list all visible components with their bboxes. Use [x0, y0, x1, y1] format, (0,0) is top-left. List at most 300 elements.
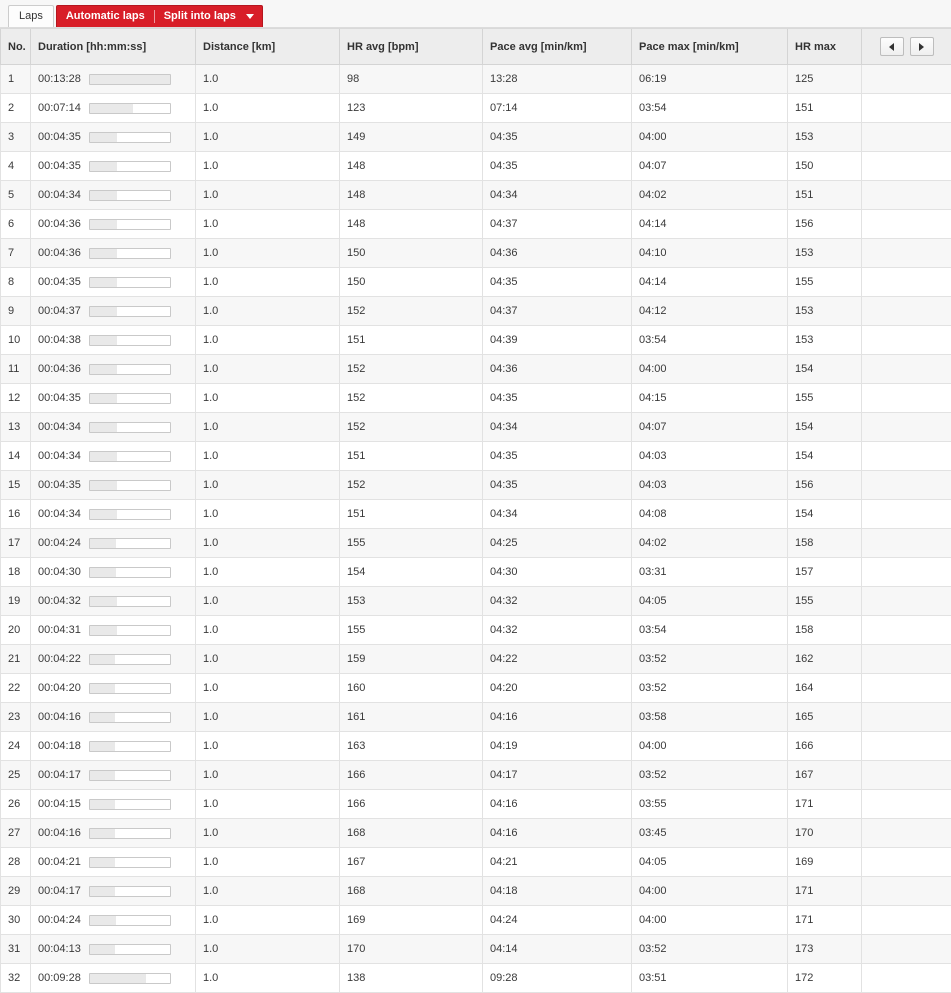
cell-spacer [862, 297, 951, 326]
duration-value: 00:04:35 [38, 392, 81, 404]
cell-hr-avg: 152 [340, 297, 483, 326]
cell-hr-avg: 148 [340, 181, 483, 210]
cell-distance: 1.0 [196, 877, 340, 906]
cell-hr-avg: 152 [340, 384, 483, 413]
cell-duration [31, 384, 196, 413]
cell-pace-max: 04:14 [632, 268, 788, 297]
cell-pace-avg: 09:28 [483, 964, 632, 993]
header-hr-max[interactable]: HR max [788, 29, 862, 65]
cell-distance: 1.0 [196, 123, 340, 152]
duration-cell-content [38, 885, 188, 897]
cell-no: 23 [1, 703, 31, 732]
cell-spacer [862, 674, 951, 703]
cell-distance: 1.0 [196, 645, 340, 674]
table-row[interactable] [1, 239, 951, 268]
table-row[interactable] [1, 65, 951, 94]
duration-cell-content [38, 653, 188, 665]
duration-value: 00:04:36 [38, 218, 81, 230]
duration-cell-content [38, 566, 188, 578]
duration-cell-content [38, 769, 188, 781]
duration-bar-fill [90, 336, 117, 345]
cell-distance: 1.0 [196, 935, 340, 964]
duration-cell-content [38, 450, 188, 462]
duration-bar-fill [90, 626, 117, 635]
duration-value: 00:04:38 [38, 334, 81, 346]
cell-spacer [862, 442, 951, 471]
table-row[interactable] [1, 181, 951, 210]
cell-hr-avg: 159 [340, 645, 483, 674]
duration-bar [89, 219, 171, 230]
next-columns-button[interactable] [910, 37, 934, 56]
cell-no: 29 [1, 877, 31, 906]
duration-cell-content [38, 682, 188, 694]
duration-bar [89, 741, 171, 752]
cell-hr-avg: 151 [340, 326, 483, 355]
table-row[interactable] [1, 529, 951, 558]
cell-pace-avg: 04:19 [483, 732, 632, 761]
duration-bar-fill [90, 771, 116, 780]
duration-value: 00:04:37 [38, 305, 81, 317]
cell-hr-max: 153 [788, 123, 862, 152]
cell-pace-avg: 04:35 [483, 123, 632, 152]
cell-hr-avg: 169 [340, 906, 483, 935]
duration-cell-content [38, 421, 188, 433]
cell-spacer [862, 906, 951, 935]
duration-value: 00:04:22 [38, 653, 81, 665]
duration-value: 00:04:18 [38, 740, 81, 752]
cell-no: 9 [1, 297, 31, 326]
duration-cell-content [38, 334, 188, 346]
cell-duration [31, 442, 196, 471]
cell-duration [31, 500, 196, 529]
cell-hr-avg: 168 [340, 877, 483, 906]
cell-duration [31, 297, 196, 326]
table-row[interactable] [1, 326, 951, 355]
duration-bar [89, 103, 171, 114]
chevron-down-icon[interactable] [246, 14, 254, 19]
duration-cell-content [38, 856, 188, 868]
cell-pace-avg: 04:34 [483, 500, 632, 529]
cell-hr-avg: 163 [340, 732, 483, 761]
laps-table [0, 29, 951, 993]
cell-pace-avg: 04:16 [483, 703, 632, 732]
cell-duration [31, 529, 196, 558]
cell-no: 11 [1, 355, 31, 384]
duration-bar [89, 654, 171, 665]
duration-bar [89, 857, 171, 868]
duration-value: 00:04:16 [38, 711, 81, 723]
cell-hr-max: 153 [788, 326, 862, 355]
cell-no: 32 [1, 964, 31, 993]
cell-pace-max: 03:54 [632, 616, 788, 645]
cell-hr-max: 154 [788, 442, 862, 471]
duration-cell-content [38, 363, 188, 375]
cell-pace-max: 03:55 [632, 790, 788, 819]
cell-hr-avg: 151 [340, 500, 483, 529]
duration-bar-fill [90, 916, 116, 925]
cell-duration [31, 848, 196, 877]
table-row[interactable] [1, 877, 951, 906]
cell-duration [31, 819, 196, 848]
duration-value: 00:04:36 [38, 363, 81, 375]
duration-value: 00:04:17 [38, 885, 81, 897]
duration-bar [89, 451, 171, 462]
cell-spacer [862, 703, 951, 732]
cell-duration [31, 268, 196, 297]
cell-no: 24 [1, 732, 31, 761]
duration-bar-fill [90, 568, 116, 577]
cell-no: 12 [1, 384, 31, 413]
duration-bar-fill [90, 220, 117, 229]
cell-no: 1 [1, 65, 31, 94]
table-row[interactable] [1, 964, 951, 993]
triangle-right-icon [919, 43, 924, 51]
cell-pace-max: 03:58 [632, 703, 788, 732]
duration-bar [89, 422, 171, 433]
cell-pace-avg: 04:22 [483, 645, 632, 674]
duration-bar [89, 625, 171, 636]
cell-duration [31, 935, 196, 964]
duration-cell-content [38, 73, 188, 85]
cell-distance: 1.0 [196, 732, 340, 761]
cell-no: 19 [1, 587, 31, 616]
duration-cell-content [38, 102, 188, 114]
cell-hr-max: 154 [788, 355, 862, 384]
duration-cell-content [38, 914, 188, 926]
cell-hr-avg: 151 [340, 442, 483, 471]
cell-hr-max: 164 [788, 674, 862, 703]
table-row[interactable] [1, 442, 951, 471]
duration-value: 00:04:35 [38, 276, 81, 288]
cell-distance: 1.0 [196, 761, 340, 790]
cell-hr-avg: 149 [340, 123, 483, 152]
duration-bar-fill [90, 191, 117, 200]
duration-cell-content [38, 131, 188, 143]
cell-spacer [862, 471, 951, 500]
duration-bar-fill [90, 278, 117, 287]
cell-pace-avg: 04:16 [483, 819, 632, 848]
cell-duration [31, 964, 196, 993]
duration-value: 00:04:17 [38, 769, 81, 781]
cell-hr-max: 154 [788, 413, 862, 442]
cell-hr-avg: 155 [340, 529, 483, 558]
cell-distance: 1.0 [196, 500, 340, 529]
header-nav [862, 29, 951, 65]
duration-value: 00:04:21 [38, 856, 81, 868]
cell-pace-avg: 07:14 [483, 94, 632, 123]
duration-value: 00:04:34 [38, 189, 81, 201]
cell-pace-max: 04:10 [632, 239, 788, 268]
cell-duration [31, 355, 196, 384]
cell-pace-avg: 04:20 [483, 674, 632, 703]
cell-distance: 1.0 [196, 65, 340, 94]
cell-spacer [862, 848, 951, 877]
cell-hr-avg: 170 [340, 935, 483, 964]
cell-spacer [862, 645, 951, 674]
table-row[interactable] [1, 94, 951, 123]
cell-pace-avg: 04:35 [483, 442, 632, 471]
header-row [1, 29, 951, 65]
duration-value: 00:04:34 [38, 450, 81, 462]
duration-bar [89, 915, 171, 926]
cell-duration [31, 616, 196, 645]
triangle-left-icon [889, 43, 894, 51]
duration-value: 00:04:20 [38, 682, 81, 694]
duration-bar [89, 190, 171, 201]
table-row[interactable] [1, 790, 951, 819]
cell-distance: 1.0 [196, 529, 340, 558]
cell-duration [31, 94, 196, 123]
cell-pace-avg: 04:35 [483, 471, 632, 500]
cell-spacer [862, 761, 951, 790]
cell-pace-avg: 13:28 [483, 65, 632, 94]
table-row[interactable] [1, 761, 951, 790]
cell-no: 5 [1, 181, 31, 210]
duration-bar [89, 335, 171, 346]
cell-spacer [862, 529, 951, 558]
cell-duration [31, 703, 196, 732]
cell-hr-max: 154 [788, 500, 862, 529]
cell-hr-max: 156 [788, 471, 862, 500]
duration-cell-content [38, 160, 188, 172]
header-distance[interactable]: Distance [km] [196, 29, 340, 65]
cell-spacer [862, 326, 951, 355]
cell-hr-max: 158 [788, 616, 862, 645]
table-row[interactable] [1, 906, 951, 935]
duration-bar-fill [90, 655, 116, 664]
duration-bar-fill [90, 104, 133, 113]
duration-bar-fill [90, 945, 115, 954]
cell-pace-max: 04:08 [632, 500, 788, 529]
duration-cell-content [38, 392, 188, 404]
cell-no: 22 [1, 674, 31, 703]
cell-hr-avg: 160 [340, 674, 483, 703]
table-row[interactable] [1, 384, 951, 413]
cell-hr-max: 153 [788, 239, 862, 268]
table-row[interactable] [1, 703, 951, 732]
cell-hr-avg: 153 [340, 587, 483, 616]
cell-hr-avg: 167 [340, 848, 483, 877]
table-row[interactable] [1, 645, 951, 674]
duration-bar [89, 248, 171, 259]
table-row[interactable] [1, 471, 951, 500]
table-row[interactable] [1, 587, 951, 616]
cell-pace-avg: 04:21 [483, 848, 632, 877]
duration-bar [89, 828, 171, 839]
cell-hr-max: 155 [788, 587, 862, 616]
cell-spacer [862, 819, 951, 848]
duration-bar [89, 799, 171, 810]
header-duration[interactable]: Duration [hh:mm:ss] [31, 29, 196, 65]
duration-value: 00:04:15 [38, 798, 81, 810]
cell-spacer [862, 964, 951, 993]
duration-value: 00:07:14 [38, 102, 81, 114]
duration-value: 00:04:24 [38, 537, 81, 549]
duration-bar [89, 712, 171, 723]
duration-value: 00:04:36 [38, 247, 81, 259]
cell-duration [31, 413, 196, 442]
duration-cell-content [38, 537, 188, 549]
duration-cell-content [38, 827, 188, 839]
table-row[interactable] [1, 268, 951, 297]
cell-spacer [862, 268, 951, 297]
duration-bar-fill [90, 452, 117, 461]
cell-spacer [862, 790, 951, 819]
table-row[interactable] [1, 819, 951, 848]
cell-duration [31, 181, 196, 210]
cell-pace-avg: 04:35 [483, 384, 632, 413]
duration-bar-fill [90, 75, 170, 84]
cell-hr-avg: 155 [340, 616, 483, 645]
header-pace-avg[interactable]: Pace avg [min/km] [483, 29, 632, 65]
laps-table-body [1, 65, 951, 993]
cell-hr-avg: 168 [340, 819, 483, 848]
cell-no: 8 [1, 268, 31, 297]
duration-value: 00:09:28 [38, 972, 81, 984]
duration-bar-fill [90, 713, 116, 722]
cell-hr-max: 171 [788, 790, 862, 819]
prev-columns-button[interactable] [880, 37, 904, 56]
cell-pace-max: 04:05 [632, 587, 788, 616]
cell-pace-avg: 04:18 [483, 877, 632, 906]
table-row[interactable] [1, 674, 951, 703]
duration-value: 00:04:30 [38, 566, 81, 578]
tab-laps[interactable] [8, 5, 54, 27]
cell-pace-max: 03:54 [632, 326, 788, 355]
duration-bar [89, 596, 171, 607]
table-row[interactable] [1, 123, 951, 152]
duration-bar [89, 132, 171, 143]
cell-hr-max: 157 [788, 558, 862, 587]
cell-distance: 1.0 [196, 94, 340, 123]
cell-distance: 1.0 [196, 558, 340, 587]
cell-hr-max: 125 [788, 65, 862, 94]
cell-pace-max: 04:07 [632, 152, 788, 181]
cell-hr-max: 170 [788, 819, 862, 848]
table-row[interactable] [1, 297, 951, 326]
cell-pace-avg: 04:32 [483, 616, 632, 645]
cell-no: 13 [1, 413, 31, 442]
header-pace-max[interactable]: Pace max [min/km] [632, 29, 788, 65]
duration-bar [89, 770, 171, 781]
cell-distance: 1.0 [196, 355, 340, 384]
cell-no: 7 [1, 239, 31, 268]
table-row[interactable] [1, 558, 951, 587]
duration-cell-content [38, 943, 188, 955]
cell-pace-max: 03:52 [632, 674, 788, 703]
duration-bar [89, 277, 171, 288]
header-hr-avg[interactable]: HR avg [bpm] [340, 29, 483, 65]
cell-pace-max: 04:12 [632, 297, 788, 326]
cell-distance: 1.0 [196, 906, 340, 935]
duration-bar-fill [90, 249, 117, 258]
cell-pace-max: 03:45 [632, 819, 788, 848]
cell-pace-avg: 04:30 [483, 558, 632, 587]
duration-bar-fill [90, 307, 117, 316]
duration-bar-fill [90, 539, 116, 548]
table-row[interactable] [1, 152, 951, 181]
duration-value: 00:04:32 [38, 595, 81, 607]
cell-pace-max: 04:07 [632, 413, 788, 442]
table-row[interactable] [1, 616, 951, 645]
cell-no: 14 [1, 442, 31, 471]
cell-spacer [862, 123, 951, 152]
cell-duration [31, 645, 196, 674]
cell-pace-max: 03:52 [632, 935, 788, 964]
tab-automatic-laps[interactable] [56, 5, 263, 27]
cell-pace-max: 04:00 [632, 732, 788, 761]
duration-bar [89, 393, 171, 404]
cell-distance: 1.0 [196, 964, 340, 993]
table-row[interactable] [1, 848, 951, 877]
cell-hr-max: 167 [788, 761, 862, 790]
cell-hr-max: 151 [788, 181, 862, 210]
cell-spacer [862, 587, 951, 616]
cell-duration [31, 790, 196, 819]
cell-distance: 1.0 [196, 674, 340, 703]
cell-distance: 1.0 [196, 616, 340, 645]
table-row[interactable] [1, 500, 951, 529]
cell-hr-max: 151 [788, 94, 862, 123]
cell-no: 25 [1, 761, 31, 790]
cell-spacer [862, 616, 951, 645]
duration-bar [89, 364, 171, 375]
cell-hr-max: 171 [788, 877, 862, 906]
tab-split-into-laps-label: Split into laps [155, 6, 245, 27]
cell-pace-avg: 04:14 [483, 935, 632, 964]
duration-bar-fill [90, 684, 116, 693]
duration-cell-content [38, 798, 188, 810]
table-row[interactable] [1, 935, 951, 964]
cell-spacer [862, 94, 951, 123]
cell-hr-avg: 138 [340, 964, 483, 993]
cell-no: 28 [1, 848, 31, 877]
laps-table-head [1, 29, 951, 65]
cell-hr-avg: 148 [340, 210, 483, 239]
cell-hr-max: 162 [788, 645, 862, 674]
header-no[interactable]: No. [1, 29, 31, 65]
table-row[interactable] [1, 413, 951, 442]
table-row[interactable] [1, 355, 951, 384]
duration-value: 00:04:24 [38, 914, 81, 926]
duration-cell-content [38, 624, 188, 636]
cell-no: 2 [1, 94, 31, 123]
cell-distance: 1.0 [196, 297, 340, 326]
duration-cell-content [38, 247, 188, 259]
cell-no: 18 [1, 558, 31, 587]
cell-duration [31, 65, 196, 94]
cell-pace-max: 03:31 [632, 558, 788, 587]
cell-distance: 1.0 [196, 239, 340, 268]
cell-pace-max: 04:02 [632, 181, 788, 210]
duration-cell-content [38, 305, 188, 317]
duration-bar-fill [90, 597, 117, 606]
cell-hr-max: 150 [788, 152, 862, 181]
cell-distance: 1.0 [196, 413, 340, 442]
cell-hr-max: 173 [788, 935, 862, 964]
cell-duration [31, 877, 196, 906]
cell-hr-avg: 150 [340, 239, 483, 268]
cell-no: 27 [1, 819, 31, 848]
duration-bar-fill [90, 800, 116, 809]
cell-pace-max: 03:54 [632, 94, 788, 123]
table-row[interactable] [1, 732, 951, 761]
cell-hr-avg: 152 [340, 471, 483, 500]
cell-spacer [862, 558, 951, 587]
cell-pace-max: 04:02 [632, 529, 788, 558]
table-row[interactable] [1, 210, 951, 239]
duration-value: 00:04:16 [38, 827, 81, 839]
